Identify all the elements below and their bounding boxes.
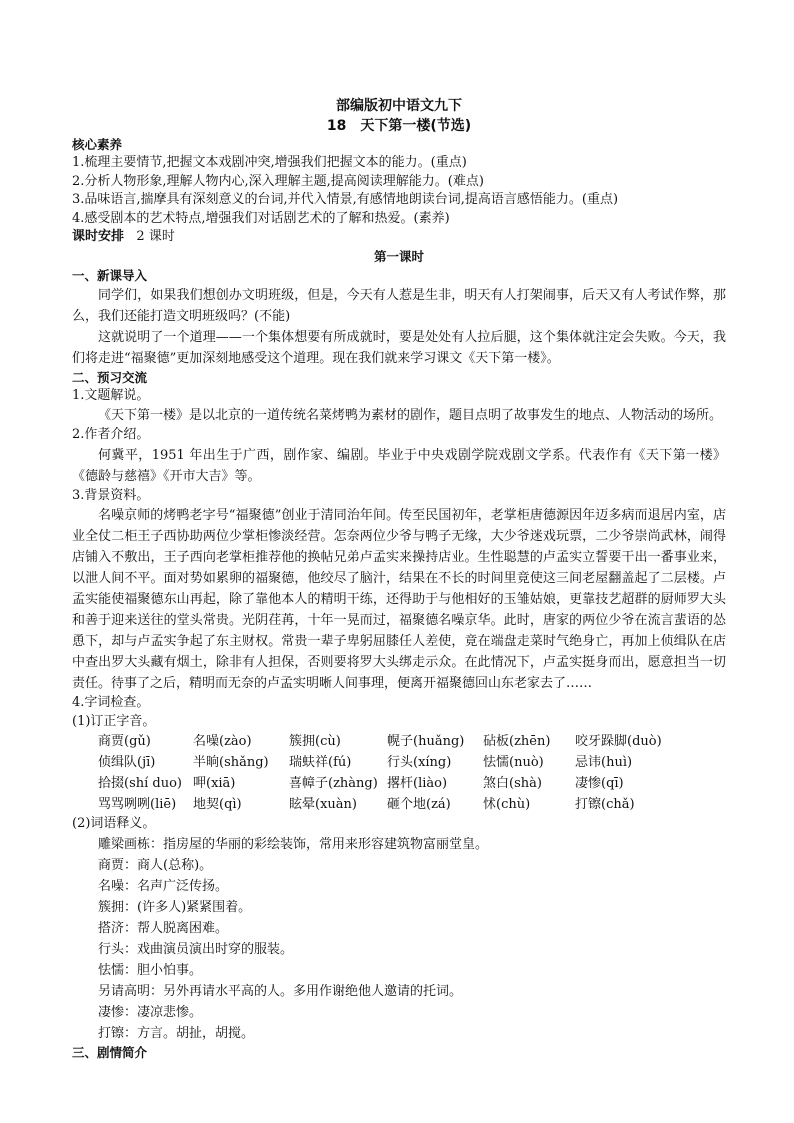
preview-heading: 二、预习交流 xyxy=(72,369,148,385)
core-item-3: 3.品味语言,揣摩具有深刻意义的台词,并代入情景,有感情地朗读台词,提高语言感悟能力。(重点) xyxy=(72,192,619,207)
vocabulary-item: 打镲：方言。胡扯，胡搅。 xyxy=(98,1025,255,1041)
pronunciation-row xyxy=(98,731,726,752)
pronunciation-item: 幌子(huǎng) xyxy=(387,734,465,749)
pronunciation-item: 呷(xiā) xyxy=(193,776,236,791)
pronunciation-item: 簇拥(cù) xyxy=(289,734,341,749)
vocabulary-item: 簇拥：(许多人)紧紧围着。 xyxy=(98,899,252,915)
vocabulary-item: 怯懦：胆小怕事。 xyxy=(98,962,203,978)
class-schedule xyxy=(72,228,726,247)
core-item-4: 4.感受剧本的艺术特点,增强我们对话剧艺术的了解和热爱。(素养) xyxy=(72,210,450,226)
title-explanation-text: 《天下第一楼》是以北京的一道传统名菜烤鸭为素材的剧作，题目点明了故事发生的地点、人物活动的场所。 xyxy=(98,408,723,423)
plot-summary-heading: 三、剧情简介 xyxy=(72,1044,148,1060)
pronunciation-item: 骂骂咧咧(liē) xyxy=(98,797,177,812)
vocabulary-item: 商贾：商人(总称)。 xyxy=(98,857,213,873)
author-intro-label: 2.作者介绍。 xyxy=(72,427,150,442)
schedule-value: 2 课时 xyxy=(136,229,175,244)
pronunciation-label: (1)订正字音。 xyxy=(72,713,156,729)
pronunciation-item: 行头(xíng) xyxy=(387,755,452,770)
pronunciation-item: 地契(qì) xyxy=(193,797,242,812)
pronunciation-item: 打镲(chǎ) xyxy=(575,797,635,812)
core-item-2: 2.分析人物形象,理解人物内心,深入理解主题,提高阅读理解能力。(难点) xyxy=(72,173,484,189)
pronunciation-item: 半晌(shǎng) xyxy=(193,755,269,770)
pronunciation-item: 咬牙跺脚(duò) xyxy=(575,734,662,749)
background-text: 名噪京师的烤鸭老字号“福聚德”创业于清同治年间。传至民国初年，老掌柜唐德源因年迈多病而退居内室，店业全仗二柜王子西协助两位少掌柜惨淡经营。怎奈两位少爷与鸭子无缘，大少爷迷戏玩票，二少爷崇尚武林，闹得店铺入不敷出，王子西向老掌柜推荐他的换帖兄弟卢孟实来操持店业。生性聪慧的卢孟实立誓要干出一番事业来，以泄人间不平。面对势如累卵的福聚德，他绞尽了脑汁，结果在不长的时间里竟使这三间老屋翻盖起了二层楼。卢孟实能使福聚德东山再起，除了靠他本人的精明干练，还得助于与他相好的玉雏姑娘，更靠技艺超群的厨师罗大头和善于迎来送往的堂头常贵。光阴荏苒，十年一晃而过，福聚德名噪京华。此时，唐家的两位少爷在流言蜚语的怂恿下，却与卢孟实争起了东主财权。常贵一辈子卑躬屈膝任人差使，竟在端盘走菜时气绝身亡，再加上侦缉队在店中查出罗大头藏有烟土，除非有人担保，否则要将罗大头绑走示众。在此情况下，卢孟实挺身而出，愿意担当一切责任。待事了之后，精明而无奈的卢孟实明晰人间事理，便离开福聚德回山东老家去了…… xyxy=(72,508,726,691)
background-label: 3.背景资料。 xyxy=(72,487,150,503)
pronunciation-item: 怵(chù) xyxy=(483,797,531,812)
intro-heading: 一、新课导入 xyxy=(72,267,148,283)
intro-paragraph-2: 这就说明了一个道理——一个集体想要有所成就时，要是处处有人拉后腿，这个集体就注定会失败。今天，我们将走进“福聚德”更加深刻地感受这个道理。现在我们就来学习课文《天下第一楼》。 xyxy=(72,329,726,366)
pronunciation-item: 砸个地(zá) xyxy=(387,797,451,812)
pronunciation-item: 忌讳(huì) xyxy=(575,755,633,770)
vocabulary-item: 雕梁画栋：指房屋的华丽的彩绘装饰，常用来形容建筑物富丽堂皇。 xyxy=(98,836,489,852)
vocabulary-item: 行头：戏曲演员演出时穿的服装。 xyxy=(98,941,294,957)
pronunciation-item: 喜幛子(zhàng) xyxy=(289,776,378,791)
word-check-label: 4.字词检查。 xyxy=(72,695,150,710)
pronunciation-item: 凄惨(qī) xyxy=(575,776,624,791)
author-intro-text: 何冀平，1951 年出生于广西，剧作家、编剧。毕业于中央戏剧学院戏剧文学系。代表作有《天下第一楼》《德龄与慈禧》《开市大吉》等。 xyxy=(72,447,726,484)
pronunciation-item: 怯懦(nuò) xyxy=(483,755,544,770)
pronunciation-item: 砧板(zhēn) xyxy=(483,734,551,749)
pronunciation-row xyxy=(98,794,726,815)
pronunciation-item: 拾掇(shí duo) xyxy=(98,776,182,791)
lesson-title: 18 天下第一楼(节选) xyxy=(326,118,472,134)
vocabulary-item: 搭济：帮人脱离困难。 xyxy=(98,920,229,936)
vocabulary-label: (2)词语释义。 xyxy=(72,816,156,831)
document-title: 部编版初中语文九下 xyxy=(336,98,462,114)
vocabulary-item: 名噪：名声广泛传扬。 xyxy=(98,878,229,894)
core-literacy-heading: 核心素养 xyxy=(72,137,123,152)
pronunciation-row xyxy=(98,773,726,794)
pronunciation-item: 商贾(gǔ) xyxy=(98,734,151,749)
core-item-1: 1.梳理主要情节,把握文本戏剧冲突,增强我们把握文本的能力。(重点) xyxy=(72,155,467,170)
pronunciation-row xyxy=(98,752,726,773)
period-title: 第一课时 xyxy=(373,248,424,264)
pronunciation-item: 侦缉队(jī) xyxy=(98,755,156,770)
pronunciation-table xyxy=(98,731,726,815)
pronunciation-item: 瑞蚨祥(fú) xyxy=(289,755,352,770)
vocabulary-item: 另请高明：另外再请水平高的人。多用作谢绝他人邀请的托词。 xyxy=(98,983,463,999)
vocabulary-item: 凄惨：凄凉悲惨。 xyxy=(98,1004,203,1020)
pronunciation-item: 撂杆(liào) xyxy=(387,776,448,791)
pronunciation-item: 煞白(shà) xyxy=(483,776,542,791)
schedule-label: 课时安排 xyxy=(72,229,125,244)
intro-paragraph-1: 同学们，如果我们想创办文明班级，但是，今天有人惹是生非，明天有人打架闹事，后天又有人考试作弊，那么，我们还能打造文明班级吗？(不能) xyxy=(72,287,726,324)
pronunciation-item: 眩晕(xuàn) xyxy=(289,797,357,812)
pronunciation-item: 名噪(zào) xyxy=(193,734,252,749)
title-explanation-label: 1.文题解说。 xyxy=(72,387,150,403)
